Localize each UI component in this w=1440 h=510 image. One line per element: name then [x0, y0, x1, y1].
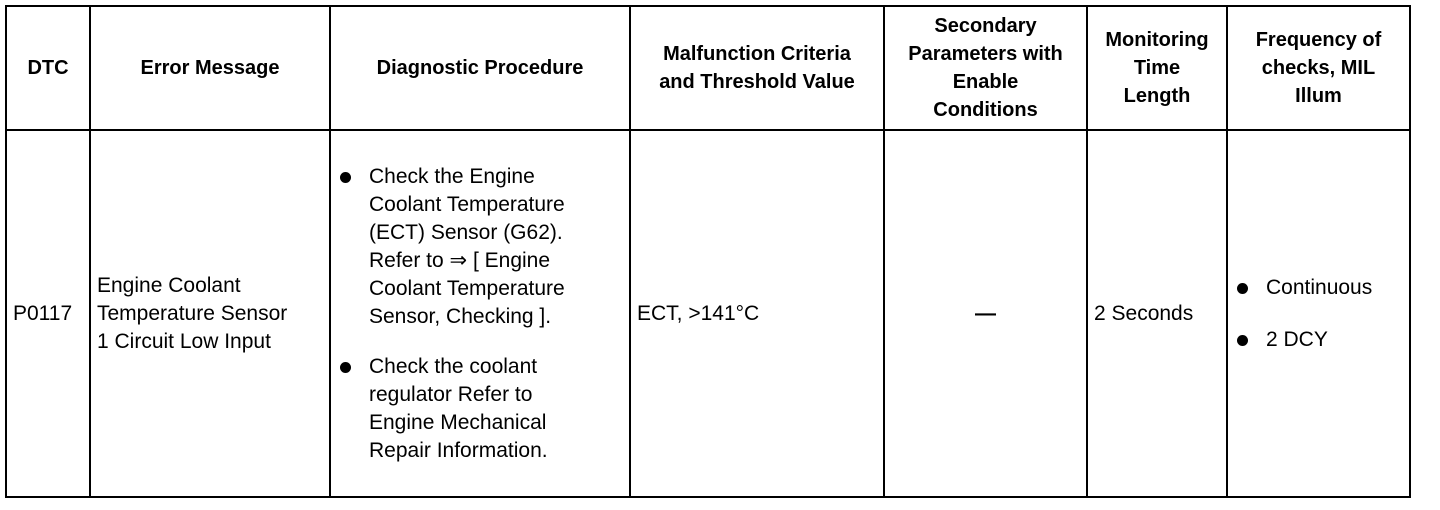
frequency-of-checks: [1227, 130, 1410, 497]
procedure-line: (ECT) Sensor (G62).: [369, 220, 563, 244]
frequency-list: [1234, 274, 1403, 354]
table-row: [6, 130, 1410, 497]
bullet-icon: [340, 172, 351, 183]
header-frequency-line: Illum: [1295, 85, 1342, 107]
bullet-icon: [1237, 283, 1248, 294]
procedure-line: Engine Mechanical: [369, 410, 547, 434]
bullet-icon: [1237, 335, 1248, 346]
frequency-label: Continuous: [1266, 275, 1373, 299]
error-message-line: Engine Coolant: [97, 273, 241, 297]
procedure-line: Repair Information.: [369, 438, 548, 462]
diagnostic-procedure: [330, 130, 630, 497]
malfunction-criteria: ECT, >141°C: [630, 130, 884, 497]
procedure-line: Coolant Temperature: [369, 192, 565, 216]
procedure-line: Check the coolant: [369, 354, 538, 378]
header-error-message: Error Message: [90, 6, 330, 130]
secondary-parameters: —: [884, 130, 1087, 497]
header-secondary-line: Parameters with: [908, 43, 1063, 65]
header-monitoring-time: [1087, 6, 1227, 130]
bullet-icon: [340, 362, 351, 373]
procedure-line: Coolant Temperature: [369, 276, 565, 300]
dtc-code: P0117: [6, 130, 90, 497]
error-message: [90, 130, 330, 497]
frequency-label: 2 DCY: [1266, 327, 1328, 351]
header-monitoring-line: Length: [1123, 85, 1191, 107]
monitoring-time: 2 Seconds: [1087, 130, 1227, 497]
frequency-item: [1234, 326, 1403, 354]
error-message-line: Temperature Sensor: [97, 301, 288, 325]
procedure-line: Refer to ⇒ [ Engine: [369, 248, 551, 272]
procedure-list: [337, 163, 623, 465]
procedure-line: Check the Engine: [369, 164, 535, 188]
procedure-item: [337, 163, 623, 331]
header-malfunction-criteria: [630, 6, 884, 130]
error-message-line: 1 Circuit Low Input: [97, 329, 271, 353]
header-malfunction-line: and Threshold Value: [659, 71, 855, 93]
header-secondary-line: Secondary: [934, 15, 1037, 37]
header-dtc: DTC: [6, 6, 90, 130]
header-malfunction-line: Malfunction Criteria: [663, 43, 851, 65]
header-secondary-line: Conditions: [933, 99, 1038, 121]
procedure-item: [337, 353, 623, 465]
dtc-table: [5, 5, 1411, 498]
header-frequency-line: Frequency of: [1255, 29, 1382, 51]
header-frequency-line: checks, MIL: [1261, 57, 1376, 79]
header-row: [6, 6, 1410, 130]
header-secondary-parameters: [884, 6, 1087, 130]
header-secondary-line: Enable: [952, 71, 1019, 93]
header-monitoring-line: Monitoring: [1105, 29, 1209, 51]
procedure-line: Sensor, Checking ].: [369, 304, 552, 328]
procedure-line: regulator Refer to: [369, 382, 533, 406]
header-diagnostic-procedure: Diagnostic Procedure: [330, 6, 630, 130]
header-monitoring-line: Time: [1133, 57, 1181, 79]
frequency-item: [1234, 274, 1403, 302]
header-frequency: [1227, 6, 1410, 130]
